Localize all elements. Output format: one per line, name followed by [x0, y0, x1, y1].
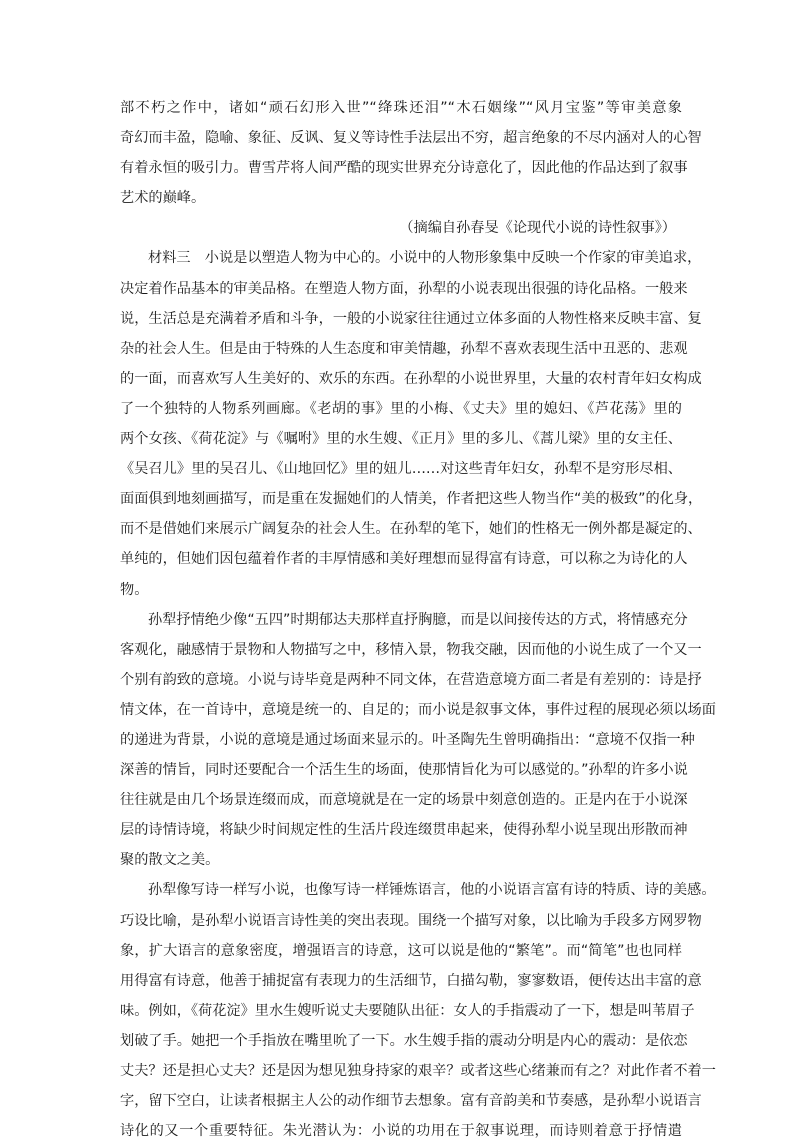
text-line: 聚的散文之美。 — [120, 852, 220, 869]
text-line: 部不朽之作中，诸如“顽石幻形入世”“绛珠还泪”“木石姻缘”“风月宝鉴”等审美意象 — [120, 100, 682, 116]
text-line: 说，生活总是充满着矛盾和斗争，一般的小说家往往通过立体多面的人物性格来反映丰富、复 — [120, 310, 702, 327]
text-line: 杂的社会人生。但是由于特殊的人生态度和审美情趣，孙犁不喜欢表现生活中丑恶的、悲观 — [120, 340, 688, 357]
section-heading-line: 材料三 小说是以塑造人物为中心的。小说中的人物形象集中反映一个作家的审美追求， — [148, 250, 702, 267]
text-line: 物。 — [120, 581, 149, 598]
source-citation: （摘编自孙春旻《论现代小说的诗性叙事》） — [399, 220, 676, 237]
text-line: 诗化的又一个重要特征。朱光潜认为：小说的功用在于叙事说理，而诗则着意于抒情遣 — [120, 1123, 682, 1140]
text-line: 面面俱到地刻画描写，而是重在发掘她们的人情美，作者把这些人物当作“美的极致”的化身， — [120, 491, 703, 508]
text-line: 有着永恒的吸引力。曹雪芹将人间严酷的现实世界充分诗意化了，因此他的作品达到了叙事 — [120, 160, 688, 177]
text-line: 决定着作品基本的审美品格。在塑造人物方面，孙犁的小说表现出很强的诗化品格。一般来 — [120, 280, 688, 297]
paragraph-start-line: 孙犁像写诗一样写小说，也像写诗一样锤炼语言，他的小说语言富有诗的特质、诗的美感。 — [148, 882, 716, 899]
text-line: 划破了手。她把一个手指放在嘴里吮了一下。水生嫂手指的震动分明是内心的震动：是依恋 — [120, 1032, 688, 1049]
text-line: 象，扩大语言的意象密度，增强语言的诗意，这可以说是他的“繁笔”。而“简笔”也也同样 — [120, 942, 682, 959]
text-line: 个别有韵致的意境。小说与诗毕竟是两种不同文体，在营造意境方面二者是有差别的：诗是抒 — [120, 671, 702, 688]
text-line: 字，留下空白，让读者根据主人公的动作细节去想象。富有音韵美和节奏感，是孙犁小说语言 — [120, 1093, 702, 1110]
text-line: 情文体，在一首诗中，意境是统一的、自足的；而小说是叙事文体，事件过程的展现必须以场面 — [120, 701, 716, 718]
text-line: 单纯的，但她们因包蕴着作者的丰厚情感和美好理想而显得富有诗意，可以称之为诗化的人 — [120, 551, 688, 568]
paragraph-start-line: 孙犁抒情绝少像“五四”时期郁达夫那样直抒胸臆，而是以间接传达的方式，将情感充分 — [148, 611, 688, 628]
text-line: 味。例如，《荷花淀》里水生嫂听说丈夫要随队出征：女人的手指震动了一下，想是叫苇眉子 — [120, 1002, 695, 1019]
text-line: 的递进为背景，小说的意境是通过场面来显示的。叶圣陶先生曾明确指出：“意境不仅指一种 — [120, 731, 695, 748]
text-line: 而不是借她们来展示广阔复杂的社会人生。在孙犁的笔下，她们的性格无一例外都是凝定的、 — [120, 521, 702, 538]
text-line: 客观化，融感情于景物和人物描写之中，移情入景，物我交融，因而他的小说生成了一个又一 — [120, 641, 702, 658]
text-line: 了一个独特的人物系列画廊。《老胡的事》里的小梅、《丈夫》里的媳妇、《芦花荡》里的 — [120, 400, 682, 417]
text-line: 深善的情旨，同时还要配合一个活生生的场面，使那情旨化为可以感觉的。”孙犁的许多小说 — [120, 762, 688, 779]
text-line: 两个女孩、《荷花淀》与《嘱咐》里的水生嫂、《正月》里的多儿、《蒿儿梁》里的女主任、 — [120, 431, 682, 448]
text-line: 层的诗情诗境，将缺少时间规定性的生活片段连缀贯串起来，使得孙犁小说呈现出形散而神 — [120, 822, 688, 839]
text-line: 往往就是由几个场景连缀而成，而意境就是在一定的场景中刻意创造的。正是内在于小说深 — [120, 792, 688, 809]
text-line: 用得富有诗意，他善于捕捉富有表现力的生活细节，白描勾勒，寥寥数语，便传达出丰富的意 — [120, 972, 702, 989]
text-line: 的一面，而喜欢写人生美好的、欢乐的东西。在孙犁的小说世界里，大量的农村青年妇女构成 — [120, 370, 702, 387]
text-line: 奇幻而丰盈，隐喻、象征、反讽、复义等诗性手法层出不穷，超言绝象的不尽内涵对人的心智 — [120, 130, 702, 147]
text-line: 《吴召儿》里的吴召儿、《山地回忆》里的妞儿……对这些青年妇女，孙犁不是穷形尽相、 — [120, 461, 682, 478]
text-line: 丈夫？还是担心丈夫？还是因为想见独身持家的艰辛？或者这些心绪兼而有之？对此作者不着一 — [120, 1063, 716, 1079]
document-body — [120, 93, 716, 1146]
text-line: 巧设比喻，是孙犁小说语言诗性美的突出表现。围绕一个描写对象，以比喻为手段多方网罗物 — [120, 912, 702, 929]
text-line: 艺术的巅峰。 — [120, 190, 206, 207]
